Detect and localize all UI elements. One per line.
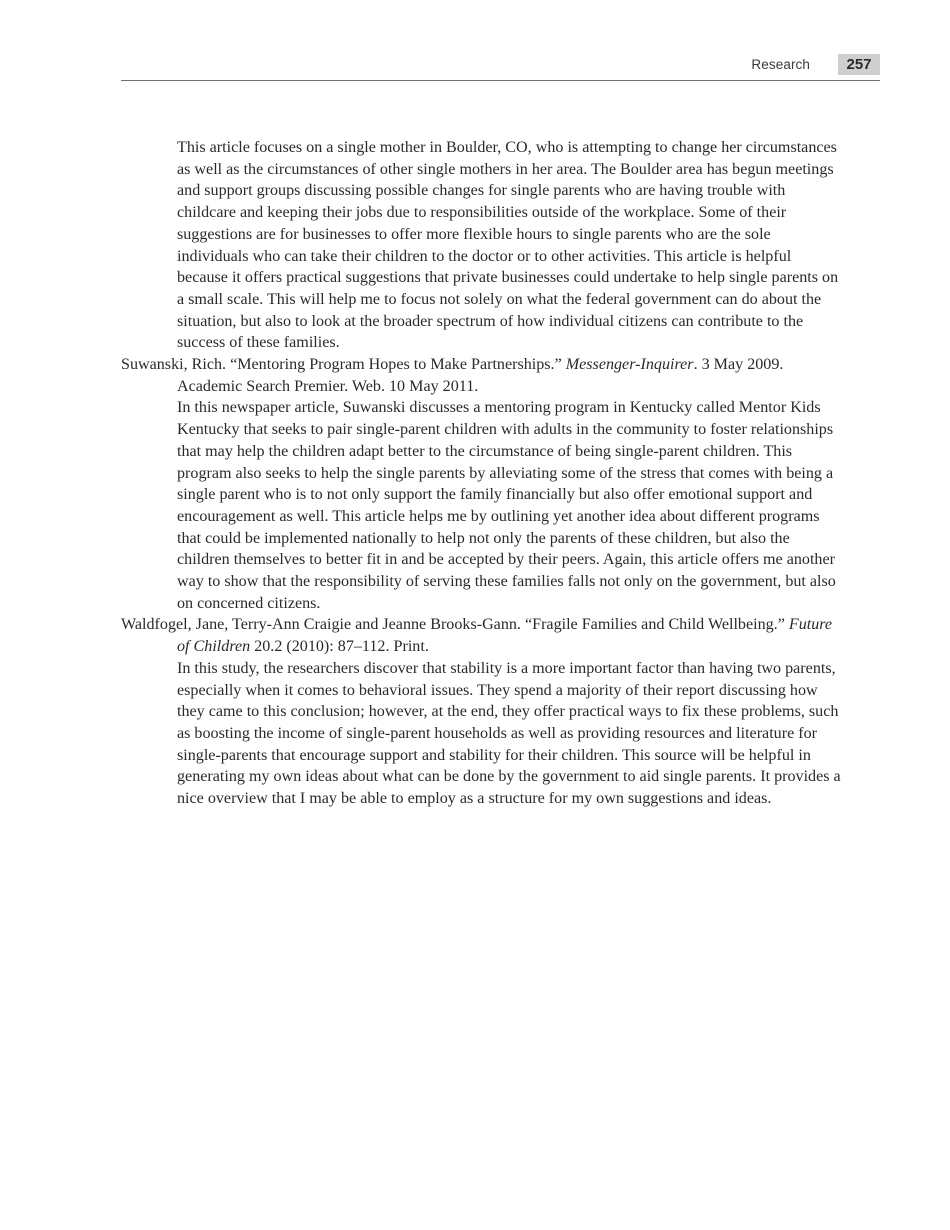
annotation-paragraph: In this newspaper article, Suwanski discusses a mentoring program in Kentucky called Mentor Kids Kentucky that seeks to pair single-parent children with adults in the community to foster relationships that may help the children adapt better to the circumstance of being single-parent children. This program also seeks to help the single parents by alleviating some of the stress that comes with being a single parent who is to not only support the family financially but also offer emotional support and encouragement as well. This article helps me by outlining yet another idea about different programs that could be implemented nationally to help not only the parents of these children, but also the children themselves to better fit in and be accepted by their peers. Again, this article offers me another way to show that the responsibility of serving these families falls not only on the government, but also on concerned citizens. bbox=[177, 399, 836, 612]
citation-entry bbox=[121, 354, 843, 397]
section-label: Research bbox=[751, 57, 810, 72]
citation-text: Waldfogel, Jane, Terry-Ann Craigie and Jeanne Brooks-Gann. “Fragile Families and Child Wellbeing.” bbox=[121, 616, 789, 634]
citation-source-title: Messenger-Inquirer bbox=[565, 356, 694, 374]
citation-source-title: Future of Children bbox=[177, 616, 833, 656]
citation-text: . 3 May 2009. Academic Search Premier. Web. 10 May 2011. bbox=[177, 356, 784, 395]
citation-entry bbox=[121, 614, 843, 657]
citation-text: Suwanski, Rich. “Mentoring Program Hopes to Make Partnerships.” bbox=[121, 356, 566, 374]
annotation-paragraph: In this study, the researchers discover that stability is a more important factor than having two parents, especially when it comes to behavioral issues. They spend a majority of their report discussing how they came to this conclusion; however, at the end, they offer practical ways to fix these problems, such as boosting the income of single-parent households as well as providing resources and literature for single-parents that encourage support and stability for their children. This source will be helpful in generating my own ideas about what can be done by the government to aid single parents. It provides a nice overview that I may be able to employ as a structure for my own suggestions and ideas. bbox=[177, 659, 841, 808]
annotation-paragraph: This article focuses on a single mother in Boulder, CO, who is attempting to change her circumstances as well as the circumstances of other single mothers in her area. The Boulder area has begun meetings and support groups discussing possible changes for single parents who are having trouble with childcare and keeping their jobs due to responsibilities outside of the workplace. Some of their suggestions are for businesses to offer more flexible hours to single parents who are the sole individuals who can take their children to the doctor or to other activities. This article is helpful because it offers practical suggestions that private businesses could undertake to help single parents on a small scale. This will help me to focus not solely on what the federal government can do about the situation, but also to look at the broader spectrum of how individual citizens can contribute to the success of these families. bbox=[177, 139, 839, 352]
running-head bbox=[121, 54, 880, 81]
bibliography-content bbox=[121, 137, 843, 810]
page-number: 257 bbox=[838, 54, 880, 75]
citation-text: 20.2 (2010): 87–112. Print. bbox=[250, 638, 429, 656]
